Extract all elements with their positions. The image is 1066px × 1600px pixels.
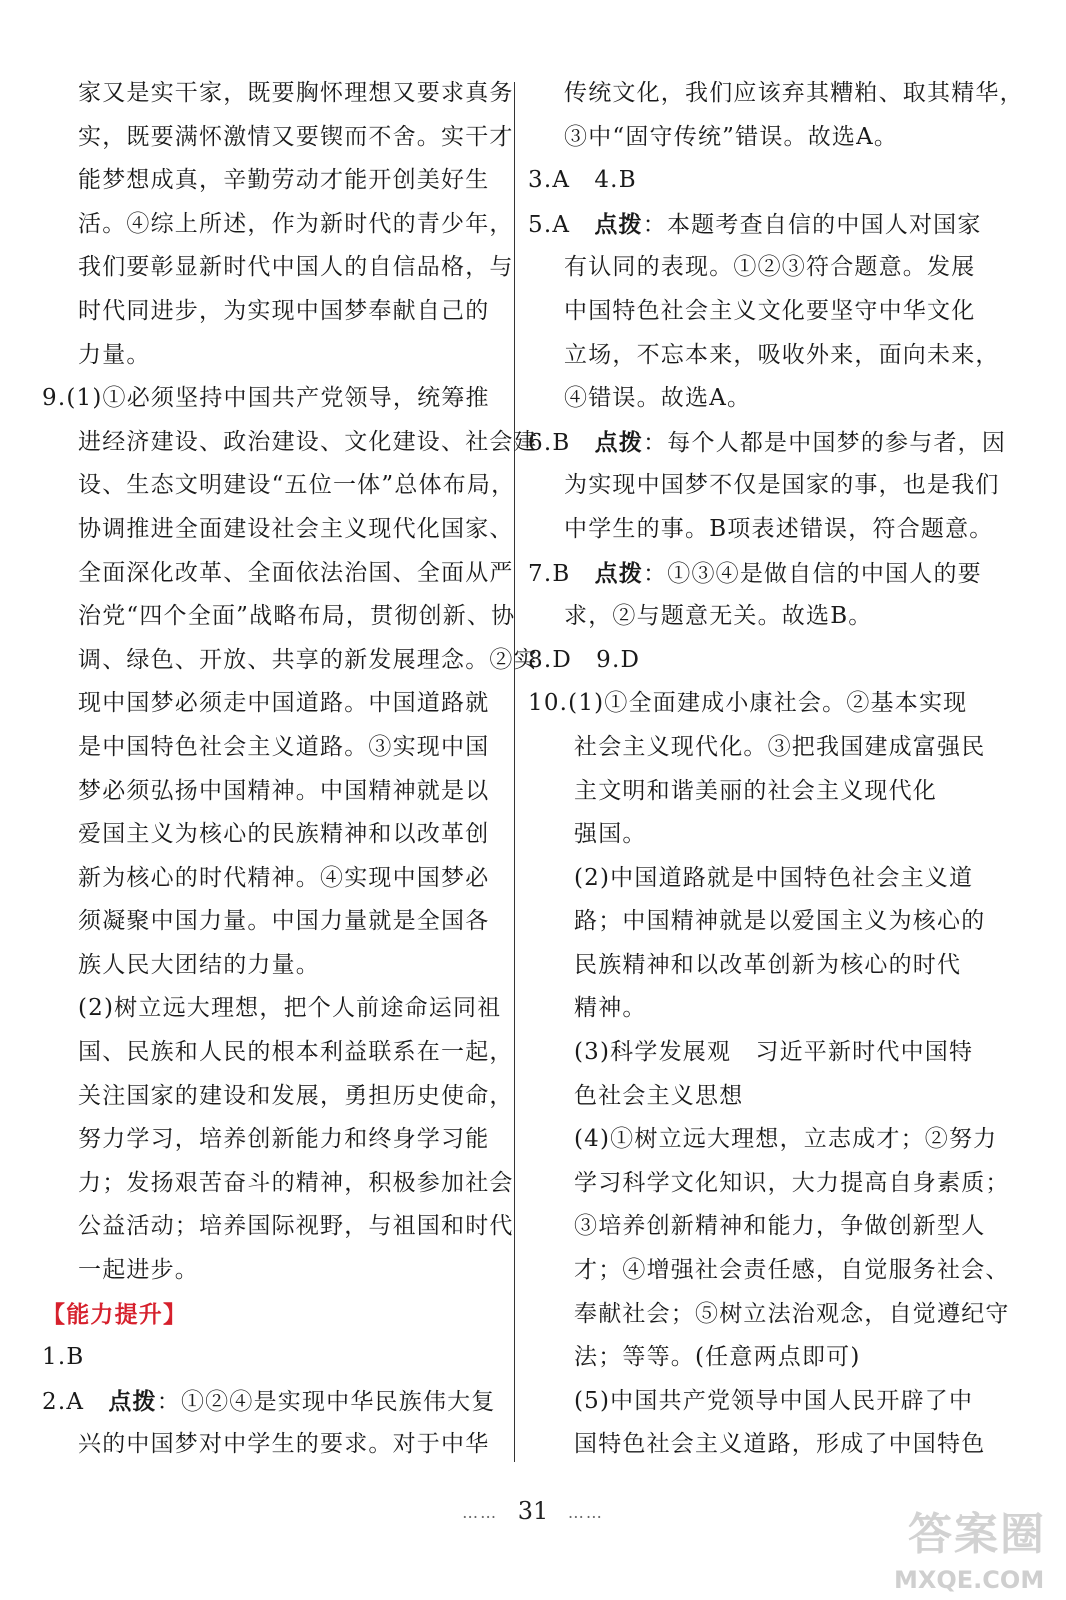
right-column-line [528, 203, 990, 247]
line-text: (2)中国道路就是中国特色社会主义道 [574, 864, 974, 891]
hint-label: 点拨 [594, 428, 644, 456]
line-text: 活。④综上所述，作为新时代的青少年， [78, 210, 514, 237]
right-column [528, 72, 1024, 1467]
right-column-line [528, 290, 990, 334]
line-text: 法；等等。(任意两点即可) [574, 1344, 861, 1371]
line-text: 须凝聚中国力量。中国力量就是全国各 [78, 908, 490, 935]
line-text: 3.A 4.B [528, 167, 637, 194]
right-column-line [528, 813, 990, 857]
right-column-line [528, 1205, 990, 1249]
left-column-line [42, 421, 538, 465]
left-column-line [42, 1075, 514, 1119]
line-text: 家又是实干家，既要胸怀理想又要求真务 [78, 80, 514, 106]
left-column-line [42, 770, 500, 814]
right-column-line [528, 1075, 990, 1119]
line-text: 求，②与题意无关。故选B。 [564, 603, 873, 630]
line-text: 立场，不忘本来，吸收外来，面向未来， [564, 341, 1000, 368]
hint-label: 点拨 [108, 1387, 157, 1415]
line-text: ③中“固守传统”错误。故选A。 [564, 123, 899, 150]
right-column-line [528, 595, 990, 639]
footer-dots-right: …… [567, 1503, 604, 1522]
line-text: 国、民族和人民的根本利益联系在一起， [78, 1039, 514, 1066]
right-column-line [528, 770, 990, 814]
left-column-line [42, 552, 514, 596]
left-column-line [42, 682, 500, 726]
right-column-line [528, 246, 990, 290]
line-text: ④错误。故选A。 [564, 385, 752, 412]
left-column-line [42, 1031, 514, 1075]
line-text: 新为核心的时代精神。④实现中国梦必 [78, 864, 490, 891]
left-column-line [42, 1249, 500, 1293]
line-text: 8.D 9.D [528, 646, 641, 673]
right-column-line [528, 1380, 990, 1424]
line-text: 调、绿色、开放、共享的新发展理念。②实 [78, 646, 538, 673]
right-column-line [528, 682, 990, 726]
left-column-line [42, 639, 538, 683]
line-text: 族人民大团结的力量。 [78, 951, 320, 978]
right-column-line [528, 116, 990, 160]
line-text: 学习科学文化知识，大力提高自身素质； [574, 1169, 1010, 1196]
left-column-line [42, 159, 500, 203]
left-column-line [42, 377, 500, 421]
line-text: 色社会主义思想 [574, 1082, 744, 1109]
line-text: 有认同的表现。①②③符合题意。发展 [564, 254, 976, 281]
left-column-line [42, 246, 514, 290]
right-column-line [528, 552, 990, 596]
left-column-line [42, 72, 514, 116]
left-column-line [42, 944, 500, 988]
line-text: 9.(1)①必须坚持中国共产党领导，统筹推 [42, 385, 490, 412]
line-text: 社会主义现代化。③把我国建成富强民 [574, 733, 986, 760]
line-text: (3)科学发展观 习近平新时代中国特 [574, 1039, 974, 1066]
right-column-line [528, 1293, 1010, 1337]
left-column-line [42, 464, 516, 508]
hint-text: ：①③④是做自信的中国人的要 [643, 560, 982, 587]
watermark-url: MXQE.COM [894, 1566, 1045, 1594]
hint-label: 点拨 [594, 559, 644, 587]
line-text: 国特色社会主义道路，形成了中国特色 [574, 1431, 986, 1458]
line-text: 梦必须弘扬中国精神。中国精神就是以 [78, 777, 490, 804]
left-column-line [42, 1336, 500, 1380]
left-column-line [42, 857, 500, 901]
right-column-line [528, 159, 990, 203]
right-column-line [528, 1336, 990, 1380]
line-text: 进经济建设、政治建设、文化建设、社会建 [78, 428, 538, 455]
left-column-line [42, 1162, 514, 1206]
line-text: 5.A [528, 211, 571, 238]
line-text: 兴的中国梦对中学生的要求。对于中华 [78, 1431, 490, 1458]
line-text: 一起进步。 [78, 1257, 199, 1284]
hint-text: ：每个人都是中国梦的参与者，因 [643, 429, 1007, 456]
right-column-line [528, 1423, 990, 1467]
line-text: 治党“四个全面”战略布局，贯彻创新、协 [78, 603, 516, 630]
line-text: 中学生的事。B项表述错误，符合题意。 [564, 515, 994, 542]
line-text: 强国。 [574, 821, 647, 848]
right-column-line [528, 421, 1007, 465]
right-column-line [528, 900, 990, 944]
line-text: 爱国主义为核心的民族精神和以改革创 [78, 821, 490, 848]
line-text: (4)①树立远大理想，立志成才；②努力 [574, 1126, 998, 1153]
watermark-title: 答案圈 [908, 1509, 1046, 1560]
right-column-line [528, 944, 990, 988]
line-text: (2)树立远大理想，把个人前途命运同祖 [78, 995, 502, 1022]
line-text: 1.B [42, 1344, 85, 1371]
right-column-line [528, 377, 990, 421]
left-column-line [42, 1205, 514, 1249]
hint-text: ：①②④是实现中华民族伟大复 [156, 1388, 496, 1415]
right-column-line [528, 334, 1000, 378]
right-column-line [528, 987, 990, 1031]
line-text: 传统文化，我们应该弃其糟粕、取其精华， [564, 80, 1024, 106]
left-column-line [42, 595, 516, 639]
line-text: 10.(1)①全面建成小康社会。②基本实现 [528, 690, 968, 717]
column-divider [514, 82, 515, 1462]
left-column-line [42, 508, 514, 552]
line-text: 实，既要满怀激情又要锲而不舍。实干才 [78, 123, 514, 150]
line-text: 为实现中国梦不仅是国家的事，也是我们 [564, 472, 1000, 499]
left-column-line [42, 203, 514, 247]
right-column-line [528, 726, 990, 770]
line-text: 全面深化改革、全面依法治国、全面从严 [78, 559, 514, 586]
line-text: (5)中国共产党领导中国人民开辟了中 [574, 1387, 974, 1414]
line-text: 力量。 [78, 341, 151, 368]
left-column-line [42, 900, 500, 944]
left-column [42, 72, 538, 1467]
right-column-line [528, 1118, 998, 1162]
line-text: 我们要彰显新时代中国人的自信品格，与 [78, 254, 514, 281]
left-column-line [42, 726, 500, 770]
line-text: 6.B [528, 429, 571, 456]
left-column-line [42, 290, 500, 334]
line-text: 主文明和谐美丽的社会主义现代化 [574, 777, 937, 804]
line-text: 才；④增强社会责任感，自觉服务社会、 [574, 1257, 1010, 1284]
line-text: 是中国特色社会主义道路。③实现中国 [78, 733, 490, 760]
line-text: 现中国梦必须走中国道路。中国道路就 [78, 690, 490, 717]
line-text: 2.A [42, 1388, 85, 1415]
watermark-logo [888, 1498, 1058, 1594]
footer-dots-left: …… [462, 1503, 499, 1522]
right-column-line [528, 1031, 990, 1075]
right-column-line [528, 464, 1000, 508]
right-column-line [528, 639, 990, 683]
line-text: 能梦想成真，辛勤劳动才能开创美好生 [78, 167, 490, 194]
hint-text: ：本题考查自信的中国人对国家 [642, 211, 982, 238]
right-column-line [528, 1162, 1010, 1206]
right-column-line [528, 1249, 1010, 1293]
left-column-line [42, 987, 500, 1031]
line-text: 中国特色社会主义文化要坚守中华文化 [564, 297, 976, 324]
line-text: 关注国家的建设和发展，勇担历史使命， [78, 1082, 514, 1109]
line-text: 【能力提升】 [42, 1300, 188, 1328]
line-text: 设、生态文明建设“五位一体”总体布局， [78, 472, 516, 499]
line-text: 时代同进步，为实现中国梦奉献自己的 [78, 297, 490, 324]
left-column-line [42, 116, 514, 160]
hint-label: 点拨 [594, 210, 643, 238]
left-column-line [42, 334, 500, 378]
right-column-line [528, 857, 990, 901]
left-column-line [42, 813, 500, 857]
line-text: 奉献社会；⑤树立法治观念，自觉遵纪守 [574, 1300, 1010, 1327]
page-number: 31 [517, 1497, 549, 1525]
left-column-line [42, 1118, 500, 1162]
line-text: 努力学习，培养创新能力和终身学习能 [78, 1126, 490, 1153]
left-column-line [42, 1293, 500, 1337]
line-text: 民族精神和以改革创新为核心的时代 [574, 951, 962, 978]
line-text: 力；发扬艰苦奋斗的精神，积极参加社会 [78, 1169, 514, 1196]
left-column-line [42, 1423, 500, 1467]
line-text: 协调推进全面建设社会主义现代化国家、 [78, 515, 514, 542]
line-text: ③培养创新精神和能力，争做创新型人 [574, 1213, 986, 1240]
left-column-line [42, 1380, 500, 1424]
line-text: 精神。 [574, 995, 647, 1022]
line-text: 路；中国精神就是以爱国主义为核心的 [574, 908, 986, 935]
line-text: 公益活动；培养国际视野，与祖国和时代 [78, 1213, 514, 1240]
right-column-line [528, 508, 994, 552]
right-column-line [528, 72, 1024, 116]
line-text: 7.B [528, 560, 571, 587]
